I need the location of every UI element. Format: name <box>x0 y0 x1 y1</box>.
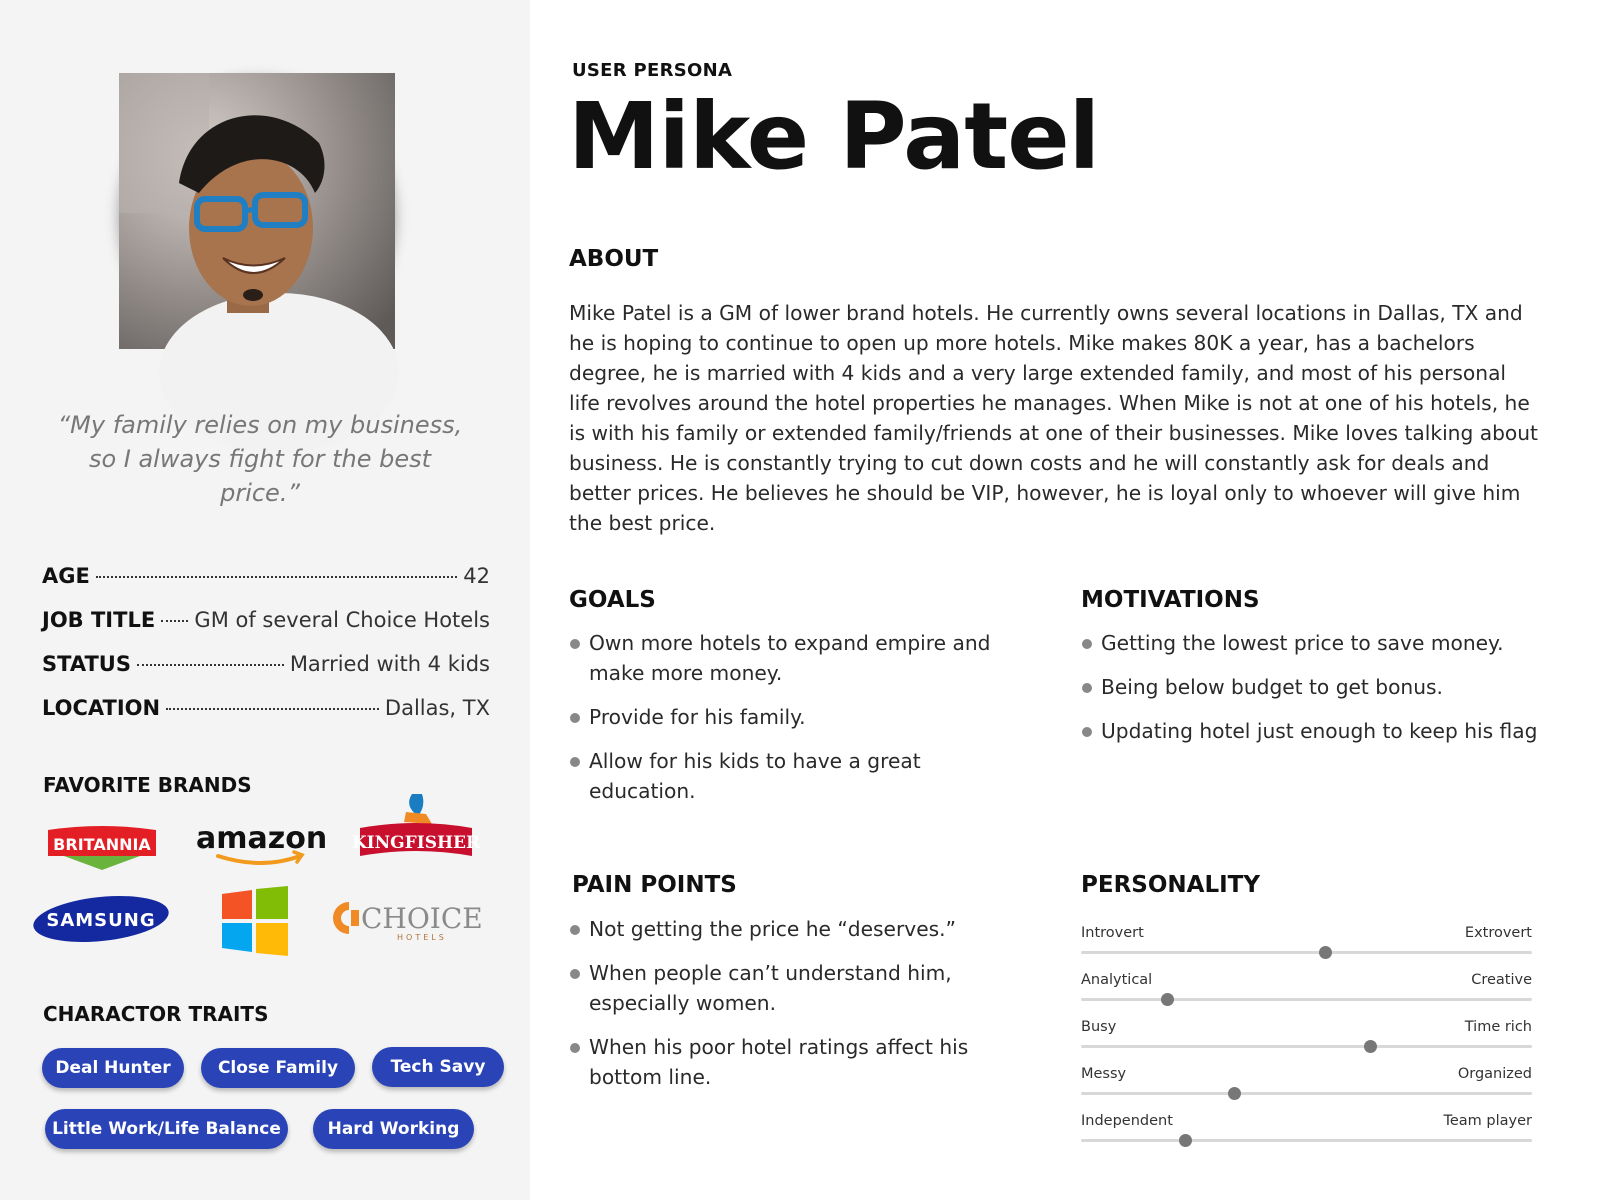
choice-hotels-logo <box>331 896 491 946</box>
scale-left-label: Analytical <box>1081 972 1153 988</box>
scale-right-label: Creative <box>1471 972 1532 988</box>
goal-item: Allow for his kids to have a great education. <box>569 746 1009 806</box>
trait-pill: Hard Working <box>313 1109 474 1149</box>
personality-scale <box>1081 1113 1532 1160</box>
windows-logo <box>220 886 290 956</box>
trait-pill: Tech Savy <box>372 1047 504 1087</box>
windows-label: Windows <box>252 926 258 927</box>
motivation-item: Getting the lowest price to save money. <box>1081 628 1541 658</box>
scale-right-label: Team player <box>1443 1113 1532 1129</box>
scale-right-label: Extrovert <box>1464 925 1532 941</box>
scale-right-label: Organized <box>1457 1066 1532 1082</box>
personality-scale <box>1081 1019 1532 1066</box>
fact-leader <box>137 664 284 666</box>
scale-knob <box>1364 1040 1377 1053</box>
personality-scale <box>1081 972 1532 1019</box>
kingfisher-wordmark: KINGFISHER <box>351 833 481 853</box>
fact-label: STATUS <box>42 652 131 676</box>
fact-label: LOCATION <box>42 696 161 720</box>
persona-facts <box>42 564 490 740</box>
pain-point-item: When his poor hotel ratings affect his bottom line. <box>569 1032 1009 1092</box>
personality-scale <box>1081 925 1532 972</box>
goals-list <box>569 628 1009 820</box>
scale-knob <box>1179 1134 1192 1147</box>
scale-left-label: Busy <box>1081 1019 1117 1035</box>
fact-value: 42 <box>463 564 490 588</box>
pain-point-item: When people can’t understand him, especially women. <box>569 958 1009 1018</box>
motivation-item: Updating hotel just enough to keep his flag <box>1081 716 1541 746</box>
scale-track <box>1081 1045 1532 1048</box>
fact-age <box>42 564 490 608</box>
trait-pill: Close Family <box>201 1048 355 1088</box>
scale-left-label: Independent <box>1081 1113 1173 1129</box>
fact-leader <box>161 620 188 622</box>
motivations-heading: MOTIVATIONS <box>1081 587 1260 613</box>
samsung-logo <box>32 894 170 944</box>
goal-item: Provide for his family. <box>569 702 1009 732</box>
personality-scale <box>1081 1066 1532 1113</box>
fact-label: AGE <box>42 564 90 588</box>
avatar <box>119 73 395 349</box>
about-heading: ABOUT <box>569 246 659 272</box>
fact-status <box>42 652 490 696</box>
fact-value: Dallas, TX <box>384 696 490 720</box>
scale-right-label: Time rich <box>1464 1019 1532 1035</box>
scale-left-label: Messy <box>1081 1066 1127 1082</box>
amazon-logo <box>196 820 330 868</box>
scale-knob <box>1228 1087 1241 1100</box>
avatar-photo <box>119 73 395 349</box>
choice-sub-wordmark: HOTELS <box>397 933 447 942</box>
goal-item: Own more hotels to expand empire and make more money. <box>569 628 1009 688</box>
motivation-item: Being below budget to get bonus. <box>1081 672 1541 702</box>
about-text: Mike Patel is a GM of lower brand hotels. He currently owns several locations in Dallas, TX and he is hoping to continue to open up more hotels. Mike makes 80K a year, has a bachelors degree, he is married with 4 kids and a very large extended family, and most of his personal life revolves around the hotel properties he manages. When Mike is not at one of his hotels, he is with his family or extended family/friends at one of their businesses. Mike loves talking about business. He is constantly trying to cut down costs and he will constantly ask for deals and better prices. He believes he should be VIP, however, he is loyal only to whoever will give him the best price. <box>569 301 1538 535</box>
scale-track <box>1081 951 1532 954</box>
britannia-wordmark: BRITANNIA <box>53 835 151 854</box>
fact-value: Married with 4 kids <box>289 652 490 676</box>
personality-heading: PERSONALITY <box>1081 872 1261 898</box>
amazon-wordmark: amazon <box>196 821 328 856</box>
persona-quote: “My family relies on my business, so I always fight for the best price.” <box>57 411 463 507</box>
traits-heading: CHARACTOR TRAITS <box>43 1002 269 1026</box>
scale-track <box>1081 998 1532 1001</box>
pain-points-list <box>569 914 1009 1106</box>
scale-left-label: Introvert <box>1081 925 1144 941</box>
goals-heading: GOALS <box>569 587 656 613</box>
personality-scales <box>1081 925 1532 1160</box>
fact-location <box>42 696 490 740</box>
pain-point-item: Not getting the price he “deserves.” <box>569 914 1009 944</box>
scale-track <box>1081 1139 1532 1142</box>
scale-track <box>1081 1092 1532 1095</box>
scale-knob <box>1319 946 1332 959</box>
brands-heading: FAVORITE BRANDS <box>43 773 252 797</box>
fact-job-title <box>42 608 490 652</box>
samsung-wordmark: SAMSUNG <box>46 910 156 931</box>
choice-wordmark: CHOICE <box>361 902 483 935</box>
pain-points-heading: PAIN POINTS <box>572 872 737 898</box>
persona-sidebar <box>0 0 530 1200</box>
trait-pill: Deal Hunter <box>42 1048 184 1088</box>
fact-label: JOB TITLE <box>42 608 156 632</box>
fact-value: GM of several Choice Hotels <box>194 608 490 632</box>
trait-pill: Little Work/Life Balance <box>45 1109 288 1149</box>
scale-knob <box>1161 993 1174 1006</box>
fact-leader <box>166 708 379 710</box>
britannia-logo <box>44 820 160 872</box>
persona-name: Mike Patel <box>568 83 1100 190</box>
persona-eyebrow: USER PERSONA <box>572 60 733 81</box>
motivations-list <box>1081 628 1541 760</box>
fact-leader <box>96 576 457 578</box>
kingfisher-logo <box>351 792 481 868</box>
